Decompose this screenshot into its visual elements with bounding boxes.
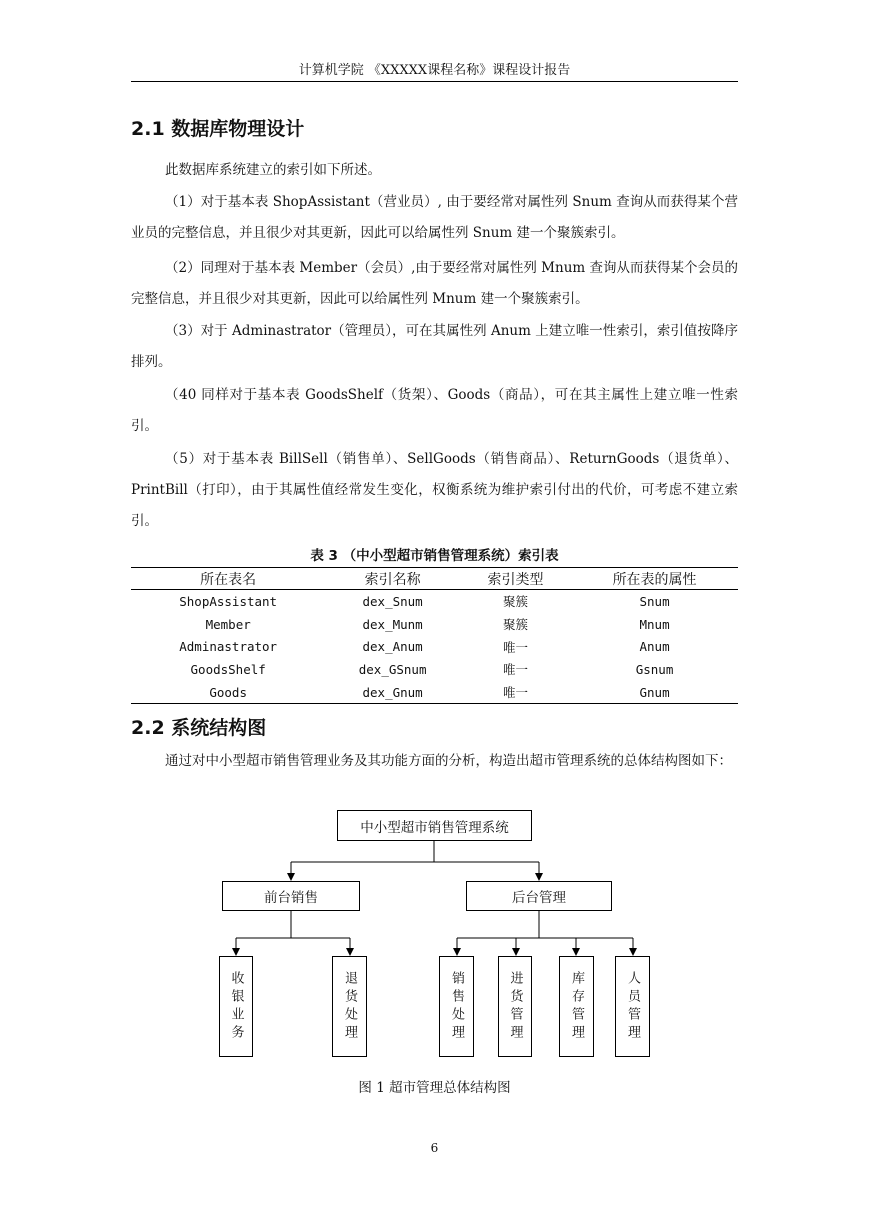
table-header-cell: 所在表名 bbox=[131, 568, 325, 590]
table-cell: Gnum bbox=[571, 681, 738, 704]
diagram-leaf-cashier: 收银业务 bbox=[219, 956, 253, 1057]
table-cell: 唯一 bbox=[503, 639, 529, 655]
table-cell: 聚簇 bbox=[503, 617, 529, 633]
table-cell: 聚簇 bbox=[503, 594, 529, 610]
paragraph-structure-intro: 通过对中小型超市销售管理业务及其功能方面的分析，构造出超市管理系统的总体结构图如下： bbox=[165, 753, 732, 769]
table-cell: 唯一 bbox=[460, 681, 571, 704]
table-cell: Member bbox=[205, 616, 251, 632]
section-title-2-2: 2.2 系统结构图 bbox=[131, 717, 267, 739]
table-cell: dex_Snum bbox=[362, 593, 423, 609]
table-cell: Goods bbox=[131, 681, 325, 704]
table-cell: Gsnum bbox=[635, 661, 674, 677]
diagram-leaf-personnel: 人员管理 bbox=[615, 956, 650, 1057]
table-cell: 唯一 bbox=[503, 662, 529, 678]
table-cell: Mnum bbox=[639, 616, 670, 632]
table-cell: ShopAssistant bbox=[179, 593, 278, 609]
table-cell: dex_Anum bbox=[362, 639, 423, 655]
table-cell: dex_Gnum bbox=[325, 681, 460, 704]
diagram-leaf-purchasing: 进货管理 bbox=[498, 956, 532, 1057]
table-header-cell: 所在表的属性 bbox=[571, 568, 738, 590]
paragraph-item-4: （40 同样对于基本表 GoodsShelf（货架）、Goods（商品），可在其主属性上建立唯一性索引。 bbox=[131, 387, 738, 434]
diagram-leaf-returns: 退货处理 bbox=[332, 956, 367, 1057]
table-header-cell: 索引类型 bbox=[460, 568, 571, 590]
paragraph-intro: 此数据库系统建立的索引如下所述。 bbox=[165, 162, 381, 178]
paragraph-item-3: （3）对于 Adminastrator（管理员），可在其属性列 Anum 上建立唯一性索引，索引值按降序排列。 bbox=[131, 323, 738, 370]
diagram-leaf-sales: 销售处理 bbox=[439, 956, 474, 1057]
table-cell: dex_GSnum bbox=[358, 661, 427, 677]
table-cell: Adminastrator bbox=[179, 639, 278, 655]
table-cell: dex_Munm bbox=[362, 616, 423, 632]
table-header-cell: 索引名称 bbox=[325, 568, 460, 590]
section-title-2-1: 2.1 数据库物理设计 bbox=[131, 118, 305, 140]
diagram-leaf-inventory: 库存管理 bbox=[559, 956, 594, 1057]
table-cell: GoodsShelf bbox=[190, 661, 266, 677]
page-number: 6 bbox=[430, 1141, 439, 1155]
table-cell: Anum bbox=[639, 639, 670, 655]
paragraph-item-5: （5）对于基本表 BillSell（销售单）、SellGoods（销售商品）、ReturnGoods（退货单）、PrintBill（打印），由于其属性值经常发生变化，权衡系统为维护索引付出的代价，可考虑不建立索引。 bbox=[131, 451, 738, 529]
paragraph-item-1: （1）对于基本表 ShopAssistant（营业员）, 由于要经常对属性列 Snum 查询从而获得某个营业员的完整信息，并且很少对其更新，因此可以给属性列 Snum 建一个聚簇索引。 bbox=[131, 194, 738, 241]
table-caption: 表 3 （中小型超市销售管理系统）索引表 bbox=[310, 548, 559, 564]
diagram-branch-backend: 后台管理 bbox=[466, 881, 612, 911]
page-header: 计算机学院 《XXXXX课程名称》课程设计报告 bbox=[298, 63, 571, 78]
paragraph-item-2: （2）同理对于基本表 Member（会员）,由于要经常对属性列 Mnum 查询从而获得某个会员的完整信息，并且很少对其更新，因此可以给属性列 Mnum 建一个聚簇索引。 bbox=[131, 260, 738, 307]
diagram-root-node: 中小型超市销售管理系统 bbox=[337, 810, 532, 841]
figure-caption: 图 1 超市管理总体结构图 bbox=[358, 1080, 511, 1096]
table-cell: Snum bbox=[639, 593, 670, 609]
diagram-branch-frontend: 前台销售 bbox=[222, 881, 360, 911]
